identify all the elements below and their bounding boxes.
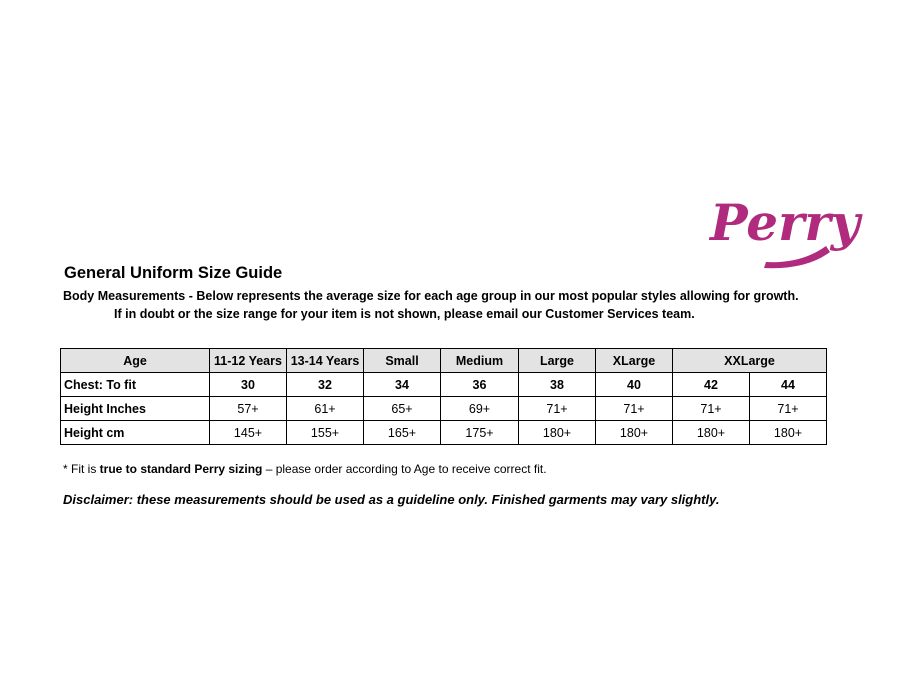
- fit-footnote: [63, 462, 547, 476]
- table-cell: 145+: [210, 421, 287, 445]
- size-guide-table: [60, 348, 827, 445]
- table-cell: 71+: [750, 397, 827, 421]
- row-label: Height Inches: [61, 397, 210, 421]
- table-row: [61, 397, 827, 421]
- disclaimer: Disclaimer: these measurements should be used as a guideline only. Finished garments may vary slightly.: [63, 492, 720, 507]
- header-cell: XLarge: [596, 349, 673, 373]
- table-cell: 44: [750, 373, 827, 397]
- table-cell: 71+: [673, 397, 750, 421]
- perry-logo-text: Perry: [710, 193, 860, 252]
- table-row: [61, 421, 827, 445]
- table-cell: 61+: [287, 397, 364, 421]
- table-header-row: [61, 349, 827, 373]
- page-title: General Uniform Size Guide: [64, 264, 283, 282]
- table-cell: 180+: [519, 421, 596, 445]
- table-cell: 165+: [364, 421, 441, 445]
- table-cell: 34: [364, 373, 441, 397]
- table-cell: 175+: [441, 421, 519, 445]
- table-cell: 155+: [287, 421, 364, 445]
- footnote-suffix: – please order according to Age to receive correct fit.: [262, 462, 547, 476]
- table-cell: 42: [673, 373, 750, 397]
- table-cell: 180+: [673, 421, 750, 445]
- perry-logo: [706, 180, 860, 270]
- table-row: [61, 373, 827, 397]
- intro-line-2: If in doubt or the size range for your item is not shown, please email our Customer Services team.: [114, 307, 695, 321]
- header-cell: Large: [519, 349, 596, 373]
- table-cell: 40: [596, 373, 673, 397]
- header-cell: Small: [364, 349, 441, 373]
- footnote-prefix: * Fit is: [63, 462, 100, 476]
- table-cell: 71+: [519, 397, 596, 421]
- table-cell: 38: [519, 373, 596, 397]
- table-cell: 36: [441, 373, 519, 397]
- header-cell: 11-12 Years: [210, 349, 287, 373]
- footnote-emphasis: true to standard Perry sizing: [99, 462, 263, 476]
- table-cell: 180+: [596, 421, 673, 445]
- header-cell: Age: [61, 349, 210, 373]
- header-cell: Medium: [441, 349, 519, 373]
- header-cell: 13-14 Years: [287, 349, 364, 373]
- row-label: Height cm: [61, 421, 210, 445]
- table-cell: 71+: [596, 397, 673, 421]
- table-cell: 30: [210, 373, 287, 397]
- table-cell: 32: [287, 373, 364, 397]
- row-label: Chest: To fit: [61, 373, 210, 397]
- table-cell: 69+: [441, 397, 519, 421]
- table-cell: 57+: [210, 397, 287, 421]
- header-cell: XXLarge: [673, 349, 827, 373]
- table-cell: 180+: [750, 421, 827, 445]
- table-cell: 65+: [364, 397, 441, 421]
- intro-line-1: Body Measurements - Below represents the average size for each age group in our most popular styles allowing for growth.: [63, 289, 799, 303]
